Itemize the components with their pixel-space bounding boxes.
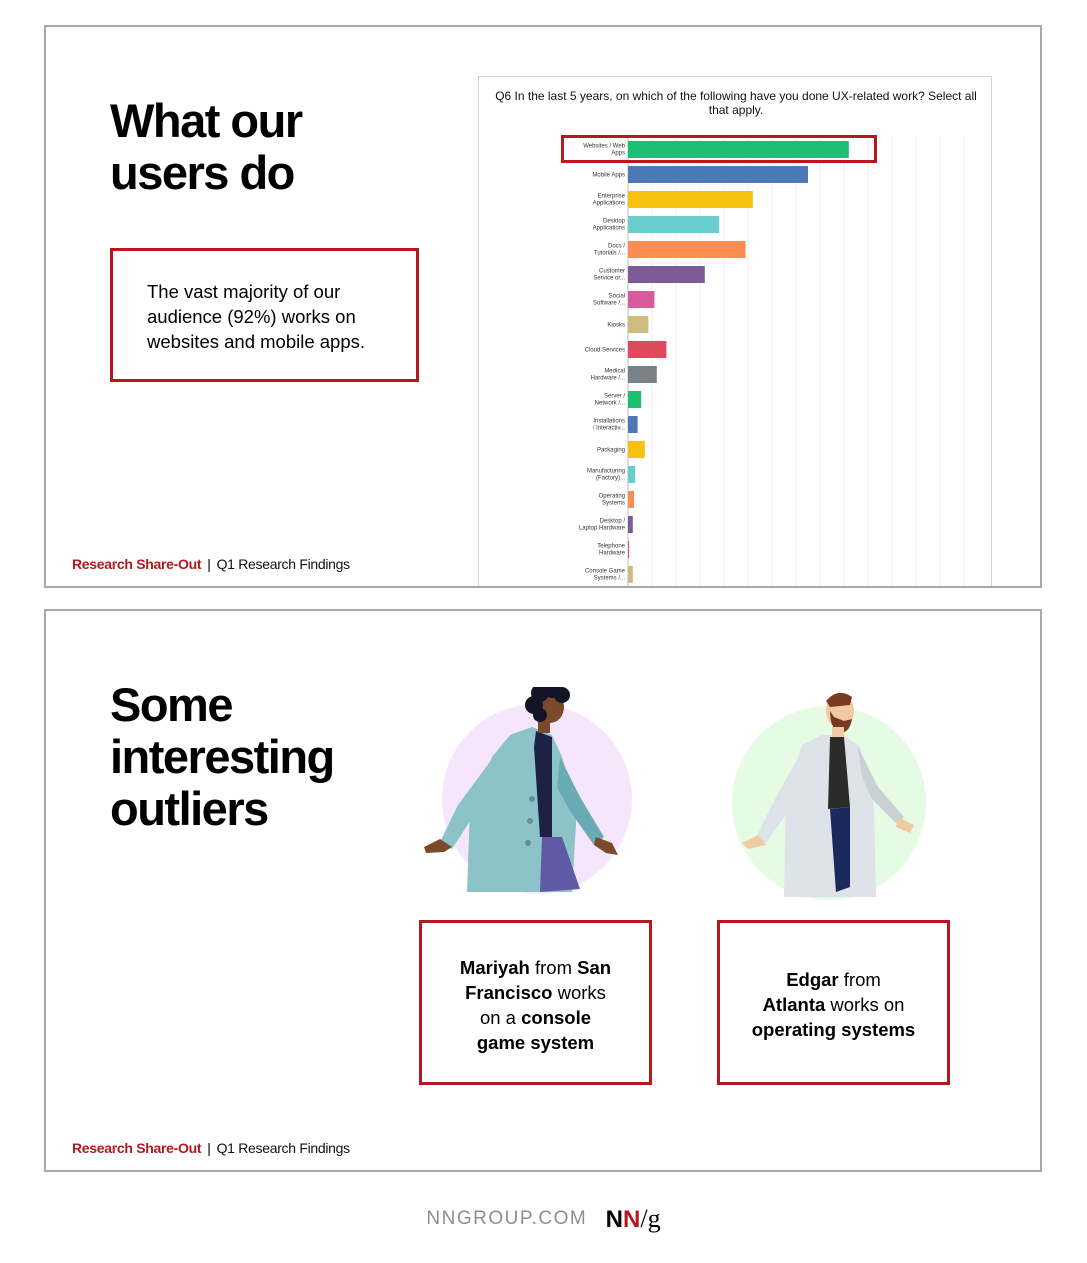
persona1-focus: console [521,1007,592,1028]
chart-bar [628,316,648,333]
text-fragment: from [838,969,881,990]
persona2-callout [717,920,950,1085]
chart-bar [628,291,654,308]
chart-title: Q6 In the last 5 years, on which of the following have you done UX-related work? Select all that apply. [495,89,977,117]
chart-bar [628,516,633,533]
category-label: Cloud Services [584,347,625,354]
category-label: Desktop Applications [592,218,625,232]
key-finding-callout [110,248,419,382]
chart-bar [628,541,629,558]
chart-bar [628,416,638,433]
category-label: Server / Network /... [594,393,625,407]
category-label: Console Game Systems /... [584,568,625,582]
chart-bar [628,391,641,408]
category-label: Websites / Web Apps [583,143,625,157]
category-label: Customer Service or... [593,268,625,282]
persona2-text [720,967,947,1042]
chart-bar [628,216,719,233]
callout-line: audience (92%) works on [147,306,356,327]
chart-bar [628,466,635,483]
highlight-box [561,135,877,163]
category-label: Medical Hardware /... [590,368,625,382]
site-footer [0,1204,1087,1234]
site-url[interactable]: NNGROUP.COM [426,1208,588,1229]
persona2-city: Atlanta [762,994,826,1015]
mariyah-illustration [412,687,632,902]
chart-bar [628,566,633,583]
category-label: Manufacturing (Factory)... [586,468,625,482]
persona1-focus: game system [476,1032,595,1053]
footer-separator: | [207,556,211,572]
text-fragment: on a [479,1007,522,1028]
chart-bar [628,166,808,183]
title-line: outliers [110,782,268,835]
category-label: Mobile Apps [592,172,625,179]
edgar-illustration [726,687,926,902]
footer-brand: Research Share-Out [72,556,202,572]
chart-bar [628,191,753,208]
persona1-callout [419,920,652,1085]
slide-title [110,95,302,199]
logo-n: N [605,1206,623,1233]
category-label: Social Software /... [592,293,625,307]
category-label: Telephone Hardware [597,543,625,557]
title-line: users do [110,146,294,199]
chart-bar [628,341,666,358]
persona1-text [422,955,649,1055]
title-line: What our [110,94,302,147]
chart-bar [628,441,645,458]
persona1-city: San [577,957,612,978]
category-label: Kiosks [607,322,625,329]
category-label: Docs / Tutorials /... [593,243,625,257]
persona2-focus: operating systems [751,1019,916,1040]
chart-bar [628,241,746,258]
persona2-name: Edgar [786,969,839,990]
slide-what-users-do [44,25,1042,588]
text-fragment: works [552,982,606,1003]
title-line: Some [110,678,232,731]
callout-line: The vast majority of our [147,281,341,302]
category-label: Packaging [596,447,625,454]
persona1-city: Francisco [465,982,553,1003]
footer-subtitle: Q1 Research Findings [216,1140,350,1156]
category-label: Desktop / Laptop Hardware [578,518,625,532]
chart-bar [628,491,634,508]
slide-footer [72,556,350,572]
text-fragment: from [529,957,578,978]
chart-bar [628,366,657,383]
category-label: Installations / Interactiv... [592,418,625,432]
logo-slash: / [640,1204,648,1233]
key-finding-text [147,279,365,354]
category-label: Enterprise Applications [592,193,625,207]
slide-outliers [44,609,1042,1172]
nng-logo[interactable] [606,1204,661,1234]
text-fragment: works on [825,994,905,1015]
footer-separator: | [207,1140,211,1156]
logo-n-red: N [623,1206,641,1233]
footer-subtitle: Q1 Research Findings [216,556,350,572]
callout-line: websites and mobile apps. [147,331,366,352]
logo-g: g [647,1204,661,1233]
slide-footer [72,1140,350,1156]
persona1-name: Mariyah [459,957,530,978]
title-line: interesting [110,730,334,783]
footer-brand: Research Share-Out [72,1140,202,1156]
slide-title [110,679,334,835]
category-label: Operating Systems [598,493,625,507]
chart-bar [628,266,705,283]
bar-chart-panel [478,76,992,588]
